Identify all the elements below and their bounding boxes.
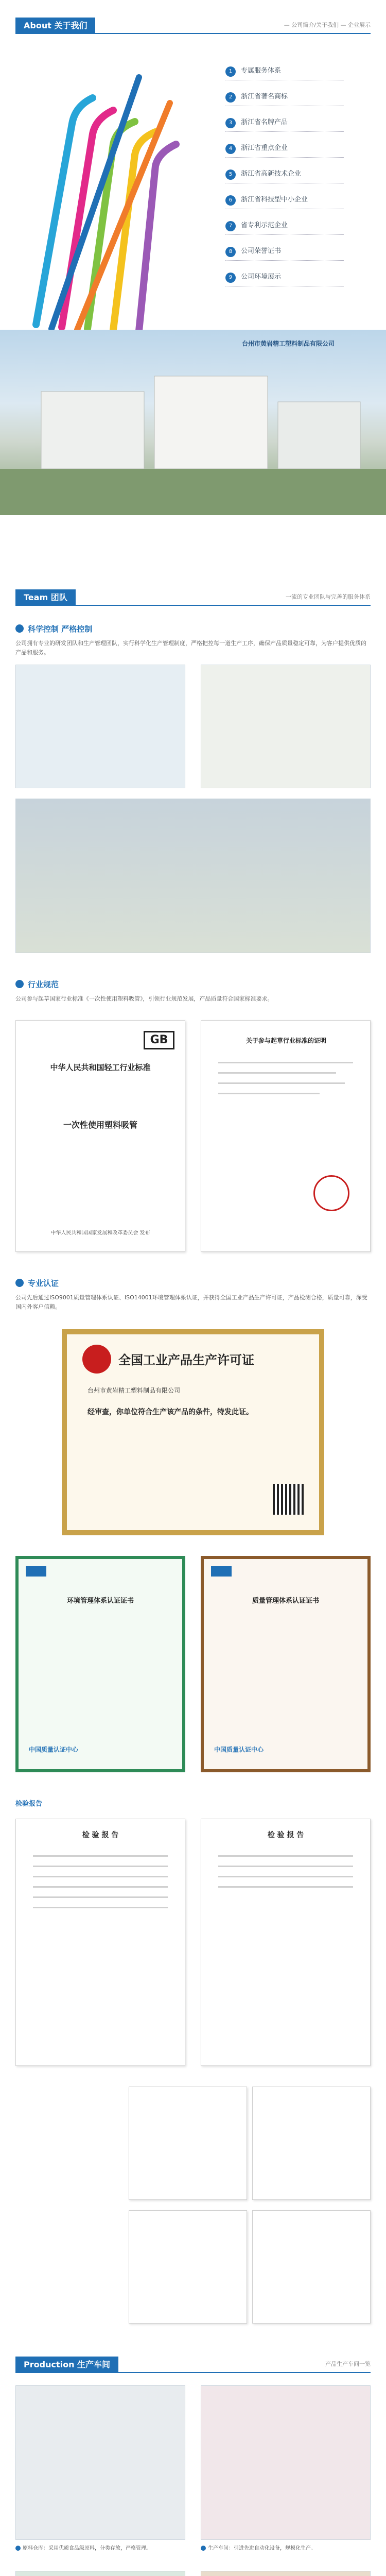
- lab-photo-1: [15, 665, 185, 788]
- standard-letter-doc: [201, 1020, 371, 1252]
- license-text: 经审查，你单位符合生产该产品的条件，特发此证。: [87, 1408, 253, 1416]
- about-tag: About 关于我们: [15, 18, 95, 34]
- campus-caption: 台州市黄岩精工塑料制品有限公司: [242, 340, 335, 347]
- license-title: 全国工业产品生产许可证: [118, 1353, 254, 1367]
- about-title-right: — 公司简介/关于我们 — 企业展示: [284, 22, 371, 28]
- report-doc-3: [129, 2087, 247, 2200]
- letter-text: 关于参与起草行业标准的证明: [245, 1037, 326, 1044]
- gb-standard-doc: [15, 1020, 185, 1252]
- report-doc-6: [252, 2210, 371, 2324]
- report-title: 检 验 报 告: [267, 1831, 304, 1839]
- qms-cert: [201, 1556, 371, 1772]
- report-doc-2: [201, 1819, 371, 2066]
- gb-logo: GB: [144, 1031, 174, 1049]
- cert-section: [0, 969, 386, 2339]
- license-company: 台州市黄岩精工塑料制品有限公司: [87, 1387, 181, 1394]
- straws-illustration: [15, 46, 201, 335]
- env-cert-org: 中国质量认证中心: [29, 1746, 79, 1753]
- campus-photo: [0, 330, 386, 515]
- production-section: [0, 2349, 386, 2576]
- production-caption-2: 生产车间：引进先进自动化设备，规模化生产。: [201, 2545, 371, 2552]
- quality-heading: 专业认证: [15, 1278, 59, 1289]
- qms-cert-org: 中国质量认证中心: [214, 1746, 264, 1753]
- production-photo-3: [15, 2571, 185, 2576]
- nav-item-2[interactable]: 2 浙江省著名商标: [225, 88, 344, 106]
- national-emblem-icon: [82, 1345, 111, 1374]
- nav-item-5[interactable]: 5 浙江省高新技术企业: [225, 165, 344, 183]
- cert-heading: 行业规范: [15, 979, 59, 990]
- env-cert: [15, 1556, 185, 1772]
- report-doc-4: [252, 2087, 371, 2200]
- cert-text: 公司参与起草国家行业标准《一次性使用塑料吸管》，引领行业规范发展，产品质量符合国家标准要求。: [15, 995, 273, 1002]
- production-photo-4: [201, 2571, 371, 2576]
- nav-item-3[interactable]: 3 浙江省名牌产品: [225, 113, 344, 132]
- campus-building-icon: [0, 330, 386, 515]
- production-title-bar: [15, 2354, 371, 2373]
- nav-item-6[interactable]: 6 浙江省科技型中小企业: [225, 191, 344, 209]
- nav-item-9[interactable]: 9 公司环境展示: [225, 268, 344, 286]
- gb-title: 中华人民共和国轻工行业标准: [50, 1063, 151, 1072]
- report-doc-5: [129, 2210, 247, 2324]
- report-doc-1: [15, 1819, 185, 2066]
- team-section: [0, 567, 386, 969]
- report-title: 检 验 报 告: [82, 1831, 119, 1839]
- pin-icon: [201, 2546, 206, 2551]
- about-section: [0, 0, 386, 567]
- pin-icon: [15, 2546, 21, 2551]
- team-text: 公司拥有专业的研发团队和生产管理团队，实行科学化生产管理制度，严格把控每一道生产工序，确保产品质量稳定可靠，为客户提供优质的产品和服务。: [15, 640, 366, 656]
- license-qr-icon: [273, 1484, 304, 1515]
- bullet-icon: [15, 1279, 24, 1287]
- lab-photo-2: [201, 665, 371, 788]
- qms-cert-title: 质量管理体系认证证书: [252, 1597, 319, 1605]
- nav-item-1[interactable]: 1 专属服务体系: [225, 62, 344, 80]
- team-heading: 科学控制 严格控制: [15, 623, 92, 634]
- nav-item-8[interactable]: 8 公司荣誉证书: [225, 242, 344, 261]
- about-title-bar: [15, 15, 371, 34]
- production-license: [62, 1329, 324, 1535]
- team-title-right: 一流的专业团队与完善的服务体系: [286, 594, 371, 600]
- gb-footer: 中华人民共和国国家发展和改革委员会 发布: [50, 1230, 150, 1236]
- gb-subtitle: 一次性使用塑料吸管: [63, 1120, 137, 1130]
- cqc-logo-icon: [211, 1566, 232, 1577]
- nav-item-4[interactable]: 4 浙江省重点企业: [225, 139, 344, 158]
- red-seal-icon: [313, 1175, 349, 1211]
- nav-item-7[interactable]: 7 省专利示范企业: [225, 216, 344, 235]
- bullet-icon: [15, 980, 24, 988]
- team-title-bar: [15, 587, 371, 606]
- env-cert-title: 环境管理体系认证证书: [66, 1597, 134, 1605]
- production-tag: Production 生产车间: [15, 2357, 118, 2373]
- cqc-logo-icon: [26, 1566, 46, 1577]
- reports-label: 检验报告: [15, 1800, 43, 1808]
- quality-text: 公司先后通过ISO9001质量管理体系认证、ISO14001环境管理体系认证，并获得全国工业产品生产许可证，产品检测合格，质量可靠，深受国内外客户信赖。: [15, 1294, 367, 1310]
- team-tag: Team 团队: [15, 589, 76, 606]
- production-caption-1: 原料仓库：采用优质食品级原料，分类存放，严格管理。: [15, 2545, 185, 2552]
- workshop-photo: [15, 799, 371, 953]
- production-photo-1: [15, 2385, 185, 2540]
- bullet-icon: [15, 624, 24, 633]
- production-photo-2: [201, 2385, 371, 2540]
- production-title-right: 产品生产车间一览: [325, 2361, 371, 2367]
